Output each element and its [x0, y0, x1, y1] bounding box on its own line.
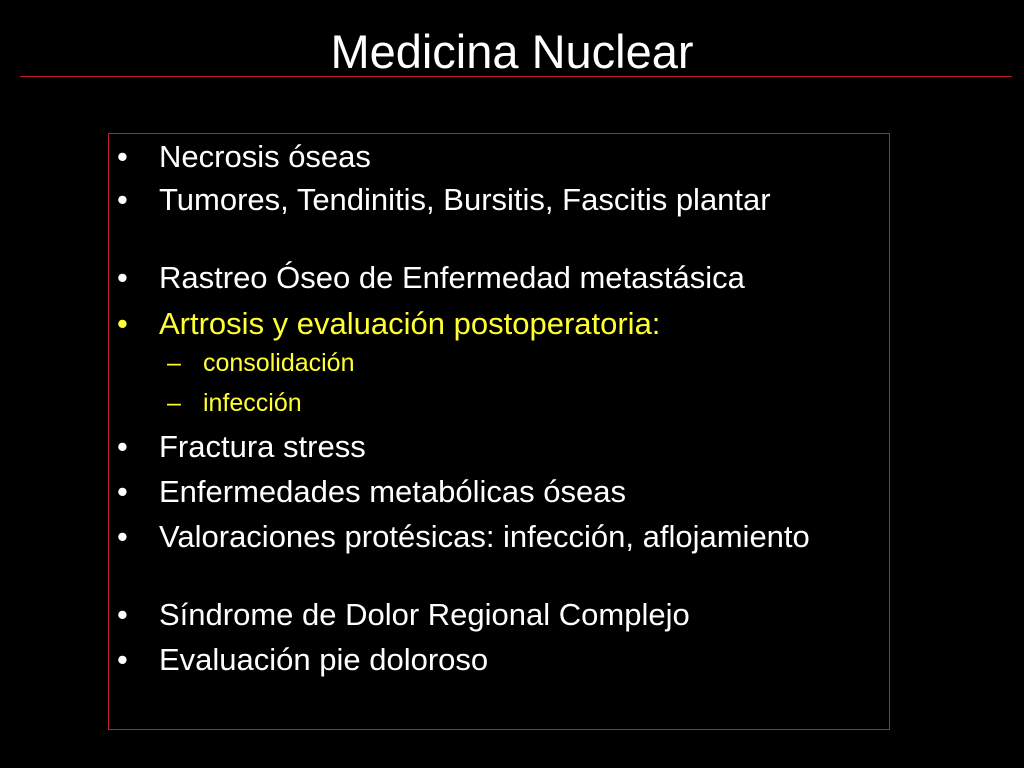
sub-bullet-marker: – — [167, 389, 181, 417]
bullet-marker: • — [117, 260, 128, 295]
bullet-marker: • — [117, 642, 128, 677]
list-item-text: Artrosis y evaluación postoperatoria: — [159, 306, 661, 341]
list-item-text: Fractura stress — [159, 429, 366, 464]
bullet-marker: • — [117, 182, 128, 217]
bullet-marker: • — [117, 139, 128, 174]
list-item-text: Rastreo Óseo de Enfermedad metastásica — [159, 260, 745, 295]
sub-list-item-text: consolidación — [203, 349, 355, 377]
list-item-text: Necrosis óseas — [159, 139, 371, 174]
slide-title: Medicina Nuclear — [330, 25, 694, 78]
list-item-text: Valoraciones protésicas: infección, aflojamiento — [159, 519, 810, 554]
content-box — [108, 133, 890, 730]
list-item-text: Evaluación pie doloroso — [159, 642, 489, 677]
bullet-marker: • — [117, 597, 128, 632]
bullet-marker: • — [117, 306, 128, 341]
bullet-marker: • — [117, 519, 128, 554]
bullet-marker: • — [117, 474, 128, 509]
sub-list-item-text: infección — [203, 389, 302, 417]
sub-bullet-marker: – — [167, 349, 181, 377]
title-divider — [20, 76, 1012, 77]
list-item-text: Tumores, Tendinitis, Bursitis, Fascitis plantar — [159, 182, 771, 217]
list-item-text: Enfermedades metabólicas óseas — [159, 474, 626, 509]
list-item-text: Síndrome de Dolor Regional Complejo — [159, 597, 690, 632]
bullet-marker: • — [117, 429, 128, 464]
